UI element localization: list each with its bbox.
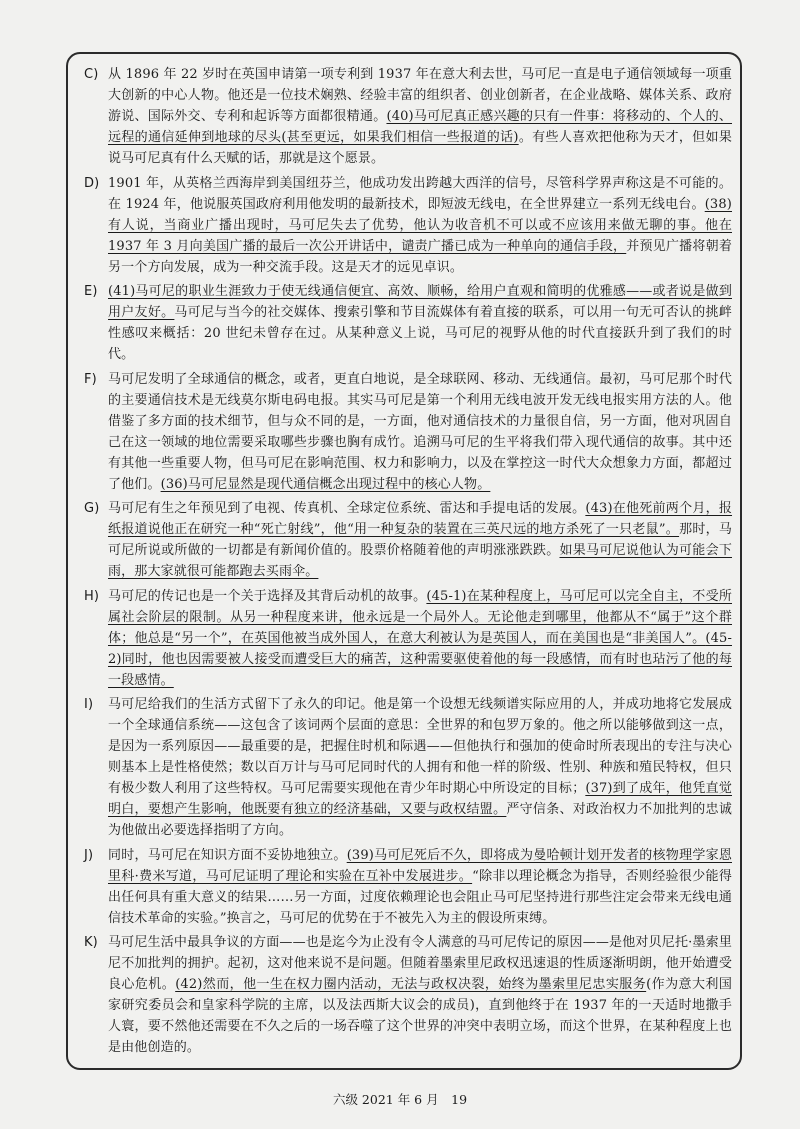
paragraph-i (84, 694, 732, 841)
text-segment: 马可尼与当今的社交媒体、搜索引擎和节目流媒体有着直接的联系，可以用一句无可否认的挑衅性感叹来概括：20 世纪未曾存在过。从某种意义上说，马可尼的视野从他的时代直接跃升到了我们的时代。 (108, 305, 732, 362)
underlined-answer-segment: (40)马可尼真正感兴趣的只有一件事：将移动的、个人的、远程的通信延伸到地球的尽头(甚至更远，如果我们相信一些报道的话) (108, 109, 732, 145)
text-segment: 马可尼发明了全球通信的概念，或者，更直白地说，是全球联网、移动、无线通信。最初，马可尼那个时代的主要通信技术是无线莫尔斯电码电报。其实马可尼是第一个利用无线电波开发无线电报实用方法的人。他借鉴了多方面的技术细节，但与众不同的是，一方面，他对通信技术的力量很自信，另一方面，他对巩固自己在这一领域的地位需要采取哪些步骤也胸有成竹。追溯马可尼的生平将我们带入现代通信的故事。其中还有其他一些重要人物，但马可尼在影响范围、权力和影响力，以及在掌控这一时代大众想象力方面，都超过了他们。 (108, 371, 732, 492)
text-segment: “除非以理论概念为指导，否则经验很少能得出任何具有重大意义的结果……另一方面，过度依赖理论也会阻止马可尼坚持进行那些注定会带来无线电通信技术革命的实验。”换言之，马可尼的优势在于不被先入为主的假设所束缚。 (108, 868, 732, 926)
paragraph-g (84, 498, 732, 582)
text-segment: 1901 年，从英格兰西海岸到美国纽芬兰，他成功发出跨越大西洋的信号，尽管科学界声称这是不可能的。在 1924 年，他说服英国政府利用他发明的最新技术，即短波无线电，在全世界建立一系列无线电台。 (108, 175, 732, 212)
text-segment: 并预见广播将朝着另一个方向发展，成为一种交流手段。这是天才的远见卓识。 (108, 238, 733, 275)
paragraph-text (108, 932, 732, 1058)
paragraph-label: D) (84, 175, 100, 191)
paragraph-text (108, 586, 732, 691)
underlined-answer-segment: (39)马可尼死后不久，即将成为曼哈顿计划开发者的核物理学家恩里科·费米写道，马可尼证明了理论和实验在互补中发展进步。 (108, 847, 732, 884)
page-footer: 六级 2021 年 6 月 19 (332, 1092, 468, 1107)
paragraph-c (84, 64, 732, 169)
underlined-answer-segment: (45-1)在某种程度上，马可尼可以完全自主，不受所属社会阶层的限制。从另一种程度来讲，他永远是一个局外人。无论他走到哪里，他都从不“属于”这个群体；他总是“另一个”，在英国他被当成外国人，在意大利被认为是英国人，而在美国也是“非美国人”。 (108, 588, 732, 646)
paragraph-label: E) (84, 284, 98, 299)
text-segment: 马可尼的传记也是一个关于选择及其背后动机的故事。 (108, 588, 427, 604)
passage-body (84, 64, 732, 1062)
text-segment: 那时，马可尼所说或所做的一切都是有新闻价值的。股票价格随着他的声明涨涨跌跌。 (108, 522, 732, 558)
paragraph-text (108, 694, 732, 841)
text-segment: (作为意大利国家研究委员会和皇家科学院的主席，以及法西斯大议会的成员)，直到他终于在 1937 年的一天适时地撒手人寰，要不然他还需要在不久之后的一场吞噬了这个世界的冲突中表明立场，而这个世界，在某种程度上也是由他创造的。 (108, 977, 732, 1055)
text-segment: 严守信条、对政治权力不加批判的忠诚为他做出必要选择指明了方向。 (108, 802, 732, 838)
text-segment: 马可尼给我们的生活方式留下了永久的印记。他是第一个设想无线频谱实际应用的人，并成功地将它发展成一个全球通信系统——这包含了该词两个层面的意思：全世界的和包罗万象的。他之所以能够做到这一点，是因为一系列原因——最重要的是，把握住时机和际遇——但他执行和强加的使命时所表现出的专注与决心则基本上是性格使然；数以百万计与马可尼同时代的人拥有和他一样的阶级、性别、种族和殖民特权，但只有极少数人利用了这些特权。马可尼需要实现他在青少年时期心中所设定的目标； (108, 697, 732, 796)
underlined-answer-segment: (37)到了成年，他凭直觉明白，要想产生影响，他既要有独立的经济基础，又要与政权结盟。 (108, 781, 732, 817)
paragraph-text (108, 173, 732, 278)
paragraph-text (108, 64, 732, 169)
paragraph-label: F) (84, 371, 97, 387)
paragraph-text (108, 369, 732, 495)
paragraph-h (84, 586, 732, 691)
paragraph-label: H) (84, 588, 100, 604)
underlined-answer-segment: 如果马可尼说他认为可能会下雨，那大家就很可能都跑去买雨伞。 (108, 543, 732, 579)
paragraph-text (108, 498, 732, 582)
underlined-answer-segment: (36)马可尼显然是现代通信概念出现过程中的核心人物。 (160, 476, 491, 492)
paragraph-text (108, 281, 732, 365)
text-segment: 同时，马可尼在知识方面不妥协地独立。 (108, 847, 347, 863)
paragraph-label: G) (84, 501, 100, 516)
underlined-answer-segment: (43)在他死前两个月，报纸报道说他正在研究一种“死亡射线”，他“用一种复杂的装置在三英尺远的地方杀死了一只老鼠”。 (108, 501, 733, 537)
text-segment: 马可尼生活中最具争议的方面——也是迄今为止没有令人满意的马可尼传记的原因——是他对贝尼托·墨索里尼不加批判的拥护。起初，这对他来说不是问题。但随着墨索里尼政权迅速退的性质逐渐明朗，他开始遭受良心危机。 (108, 935, 732, 992)
underlined-answer-segment: (42)然而，他一生在权力圈内活动，无法与政权决裂，始终为墨索里尼忠实服务 (175, 977, 647, 992)
paragraph-e (84, 281, 732, 365)
text-segment: 。有些人喜欢把他称为天才，但如果说马可尼真有什么天赋的话，那就是这个愿景。 (108, 130, 732, 166)
paragraph-label: C) (84, 67, 99, 82)
paragraph-label: I) (84, 697, 94, 712)
underlined-answer-segment: (41)马可尼的职业生涯致力于使无线通信便宜、高效、顺畅，给用户直观和简明的优雅感——或者说是做到用户友好。 (108, 284, 732, 320)
paragraph-d (84, 173, 732, 278)
paragraph-text (108, 845, 732, 929)
paragraph-f (84, 369, 732, 495)
paragraph-j (84, 845, 732, 929)
text-segment: 从 1896 年 22 岁时在英国申请第一项专利到 1937 年在意大利去世，马可尼一直是电子通信领域每一项重大创新的中心人物。他还是一位技术娴熟、经验丰富的组织者、创业创新者，在企业战略、媒体关系、政府游说、国际外交、专利和起诉等方面都很精通。 (108, 67, 732, 124)
paragraph-k (84, 932, 732, 1058)
underlined-answer-segment: (45-2)同时，他也因需要被人接受而遭受巨大的痛苦，这种需要驱使着他的每一段感情，而有时也玷污了他的每一段感情。 (108, 630, 732, 688)
paragraph-label: K) (84, 935, 98, 950)
text-segment: 马可尼有生之年预见到了电视、传真机、全球定位系统、雷达和手提电话的发展。 (108, 501, 586, 516)
underlined-answer-segment: (38)有人说，当商业广播出现时，马可尼失去了优势，他认为收音机不可以或不应该用来做无聊的事。他在 1937 年 3 月向美国广播的最后一次公开讲话中，谴责广播已成为一种单向的通信手段， (108, 196, 732, 254)
paragraph-label: J) (84, 847, 94, 863)
